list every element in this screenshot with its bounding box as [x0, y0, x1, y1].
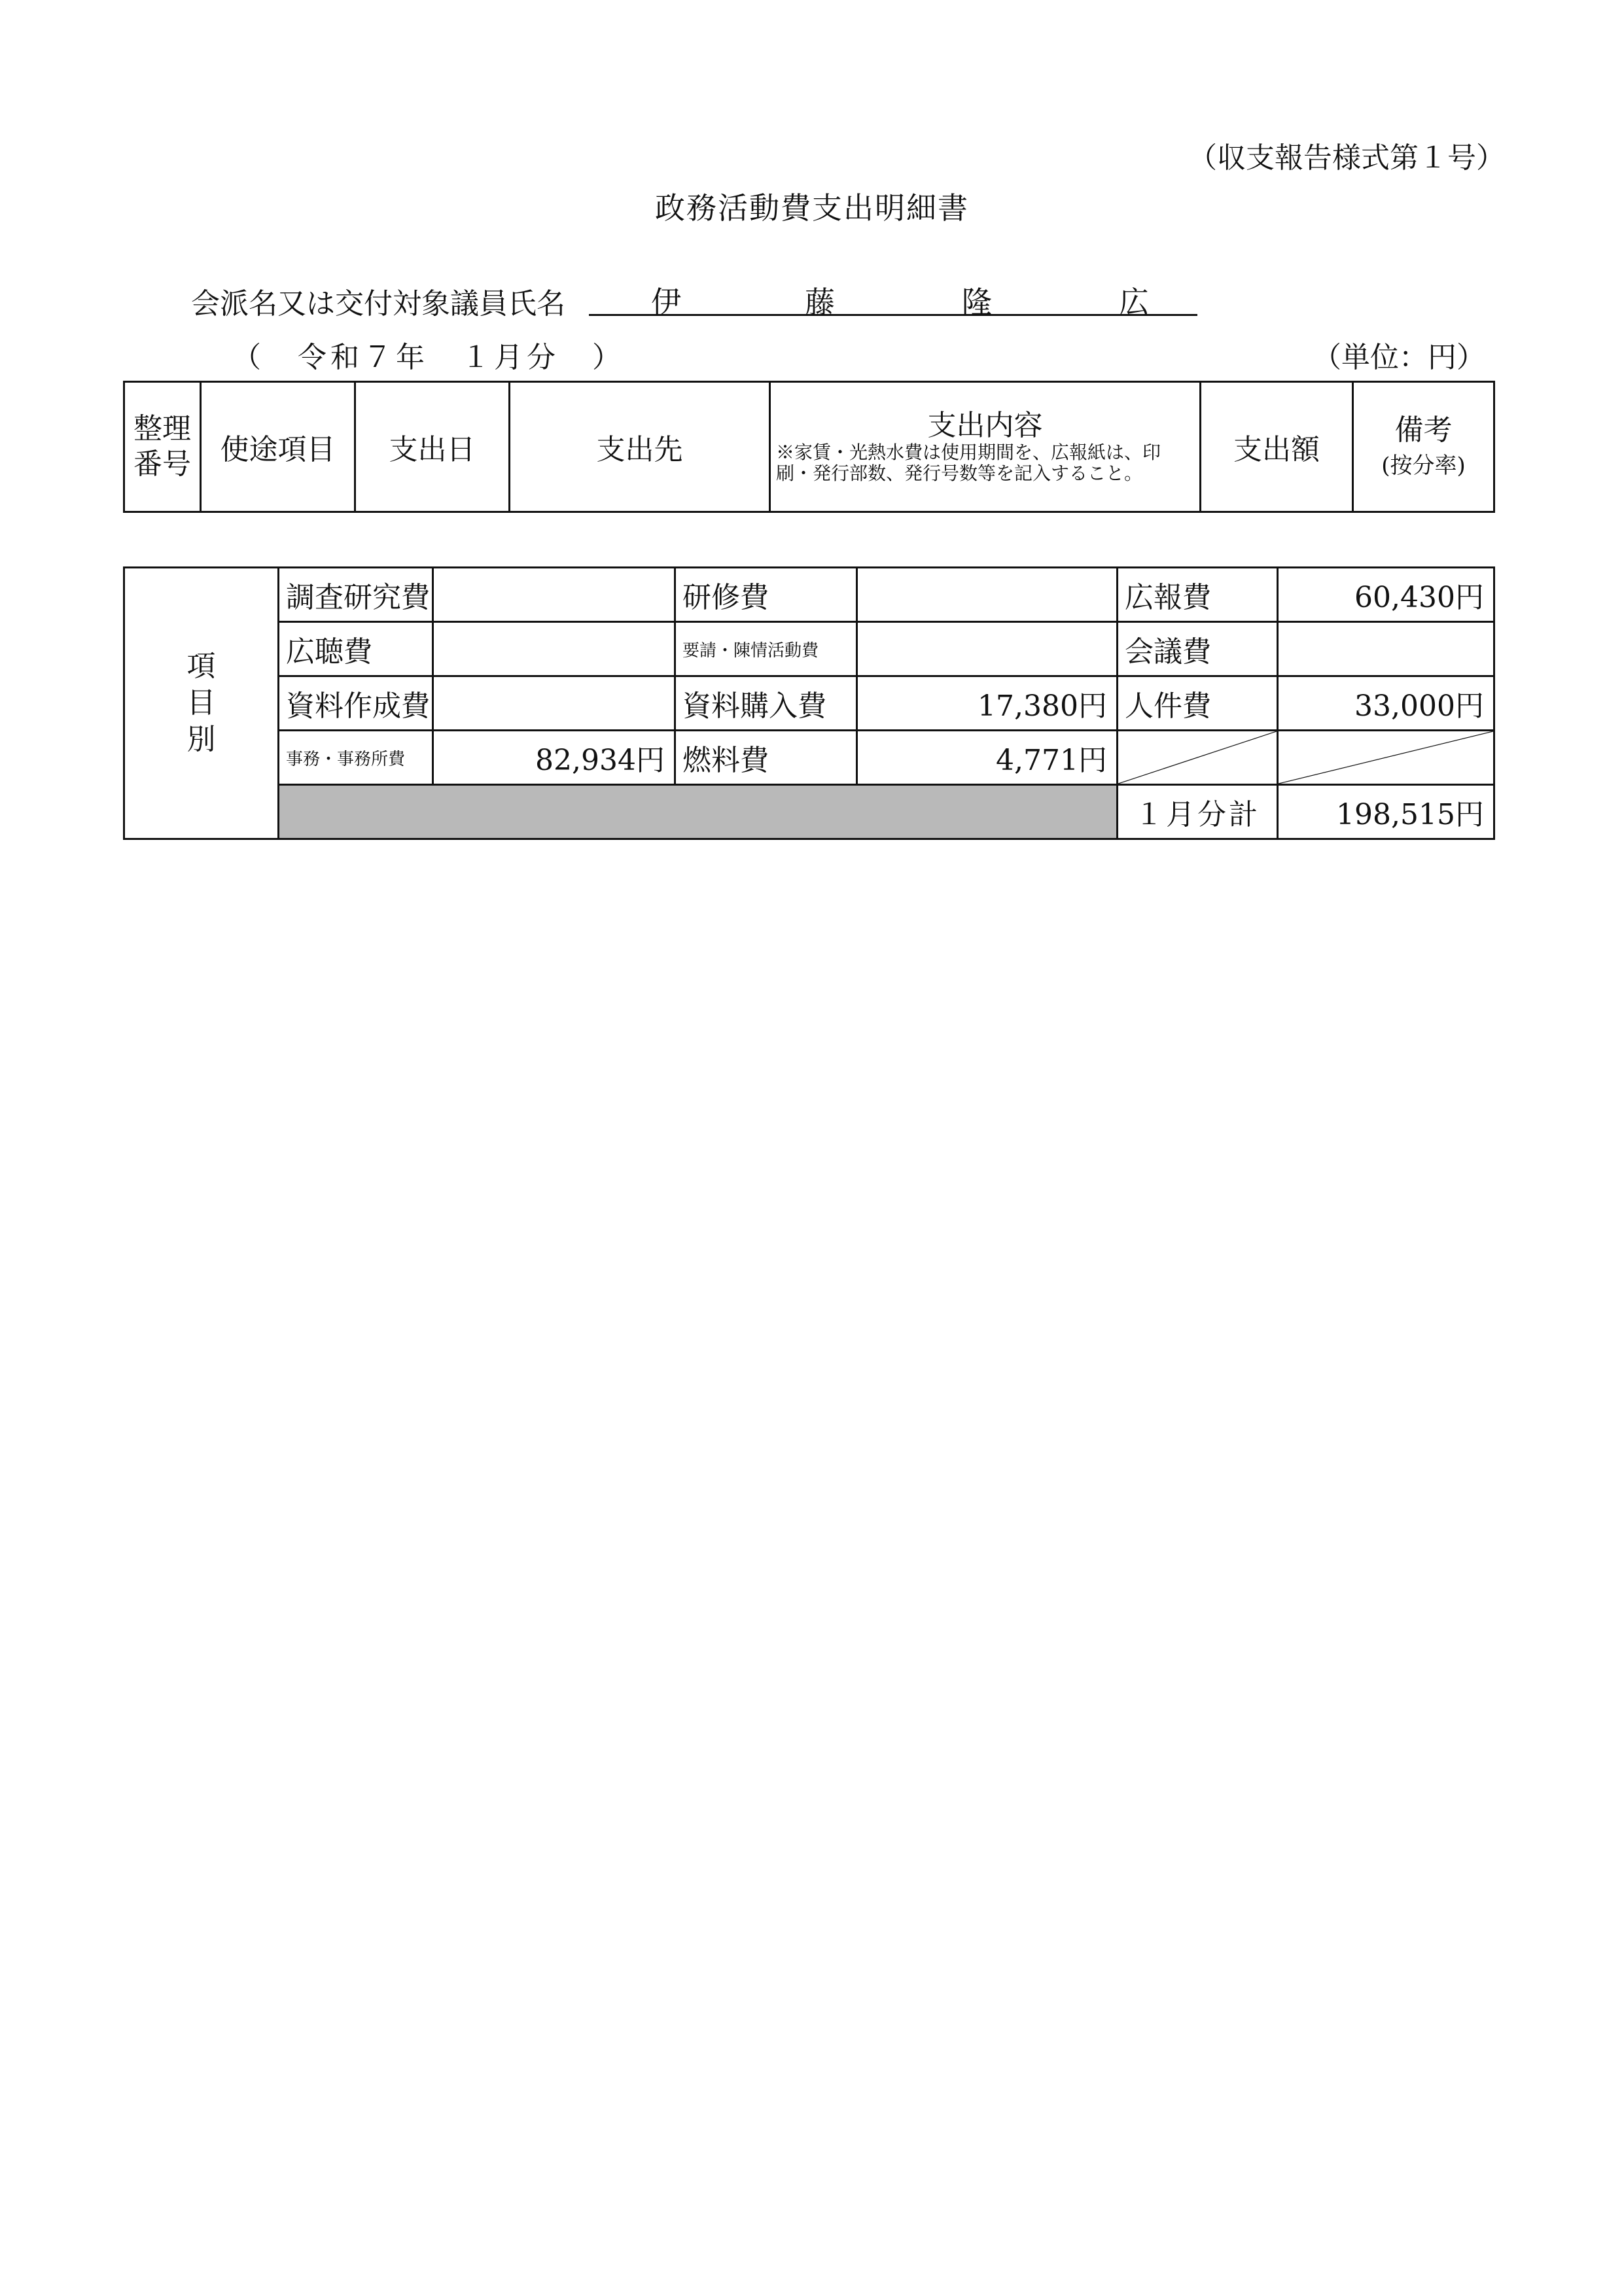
header-bango: 番号: [133, 447, 191, 481]
member-name-char: 藤: [805, 285, 835, 320]
category-amount: 82,934円: [433, 731, 675, 785]
header-naiyou-title: 支出内容: [927, 409, 1043, 442]
category-label: 研修費: [675, 568, 857, 622]
category-side-label: [124, 568, 279, 839]
category-amount: [433, 622, 675, 676]
header-biko: [1353, 382, 1494, 512]
member-name-char: 伊: [651, 285, 681, 320]
header-naiyou: [770, 382, 1201, 512]
total-amount: 198,515円: [1278, 785, 1494, 839]
form-number: （収支報告様式第１号）: [1188, 141, 1505, 175]
category-label: 広報費: [1118, 568, 1278, 622]
header-naiyou-note: ※家賃・光熱水費は使用期間を、広報紙は、印刷・発行部数、発行号数等を記入すること。: [776, 442, 1161, 484]
header-seiri-bango: [124, 382, 201, 512]
category-amount: [433, 676, 675, 731]
category-label: 人件費: [1118, 676, 1278, 731]
shaded-blank-area: [279, 785, 1118, 839]
category-amount: [857, 622, 1118, 676]
diagonal-slash: [1279, 731, 1493, 784]
category-amount: 4,771円: [857, 731, 1118, 785]
category-label: 広聴費: [279, 622, 433, 676]
side-label-char: 別: [186, 723, 216, 756]
table-row: [124, 785, 1494, 839]
header-shishutsusaki: 支出先: [510, 382, 770, 512]
category-amount: 17,380円: [857, 676, 1118, 731]
category-amount: [433, 568, 675, 622]
total-label: １月分計: [1118, 785, 1278, 839]
category-amount: [1278, 622, 1494, 676]
table-row: [124, 568, 1494, 622]
category-label: 要請・陳情活動費: [675, 622, 857, 676]
currency-unit: （単位：円）: [1313, 341, 1485, 374]
member-name-char: 隆: [962, 285, 992, 320]
category-summary-table: [123, 566, 1495, 840]
header-gaku: 支出額: [1201, 382, 1353, 512]
header-seiri: 整理: [133, 412, 191, 445]
category-amount: 60,430円: [1278, 568, 1494, 622]
category-label: 調査研究費: [279, 568, 433, 622]
member-name-underline: [589, 314, 1197, 316]
header-biko-sub: (按分率): [1381, 452, 1466, 479]
category-amount: 33,000円: [1278, 676, 1494, 731]
category-label: 事務・事務所費: [279, 731, 433, 785]
category-label: 会議費: [1118, 622, 1278, 676]
table-row: [124, 622, 1494, 676]
header-shishutsubi: 支出日: [355, 382, 510, 512]
expense-header-table: [123, 381, 1495, 513]
empty-slashed-cell: [1118, 731, 1278, 785]
category-label: 資料作成費: [279, 676, 433, 731]
empty-slashed-cell: [1278, 731, 1494, 785]
side-label-char: 項: [186, 650, 216, 683]
header-shitoko: 使途項目: [201, 382, 355, 512]
diagonal-slash: [1118, 731, 1277, 784]
category-label: 資料購入費: [675, 676, 857, 731]
header-biko-title: 備考: [1394, 413, 1453, 447]
table-row: [124, 731, 1494, 785]
report-period: （ 令和７年 １月分 ）: [232, 341, 625, 374]
category-amount: [857, 568, 1118, 622]
side-label-char: 目: [186, 686, 216, 720]
page-title: 政務活動費支出明細書: [655, 190, 969, 226]
member-name-label: 会派名又は交付対象議員氏名: [191, 287, 565, 321]
table-row: [124, 676, 1494, 731]
member-name-char: 広: [1119, 285, 1149, 320]
category-label: 燃料費: [675, 731, 857, 785]
